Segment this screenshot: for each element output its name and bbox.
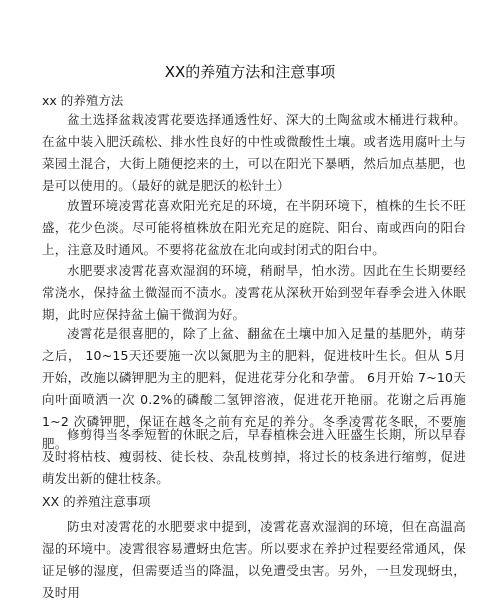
paragraph-water-fertilizer: 水肥要求凌霄花喜欢湿润的环境，稍耐旱，怕水涝。因此在生长期要经常浇水，保持盆土微湿而不渍水。凌霄花从深秋开始到翌年春季会进入休眠期，此时应保持盆土偏干微润为好。 (42, 263, 466, 322)
paragraph-soil: 盆土选择盆栽凌霄花要选择通透性好、深大的土陶盆或木桶进行栽种。在盆中装入肥沃疏松、排水性良好的中性或微酸性土壤。或者选用腐叶土与菜园土混合，大街上随便挖来的土，可以在阳光下暴晒，然后加点基肥，也是可以使用的。（最好的就是肥沃的松针土） (42, 112, 466, 193)
paragraph-pruning: 修剪得当冬季短暂的休眠之后，早春植株会进入旺盛生长期，所以早春及时将枯枝、瘦弱枝、徒长枝、杂乱枝剪掉，将过长的枝条进行缩剪，促进萌发出新的健壮枝条。 (42, 427, 466, 486)
paragraph-fertilizing: 凌霄花是很喜肥的，除了上盆、翻盆在土壤中加入足量的基肥外，萌芽之后， 10~15天还要施一次以氮肥为主的肥料，促进枝叶生长。但从 5月开始，改施以磷钾肥为主的肥料，促进花芽分化和孕蕾。 6月开始 7~10天向叶面喷洒一次 0.2%的磷酸二氢钾溶液，促进花开艳丽。花谢之后再施 1~2 次磷钾肥，保证在越冬之前有充足的养分。冬季凌霄花冬眠，不要施肥。 (42, 326, 466, 451)
paragraph-pest-control: 防虫对凌霄花的水肥要求中提到，凌霄花喜欢湿润的环境，但在高温高湿的环境中。凌霄很容易遭蚜虫危害。所以要求在养护过程要经常通风，保证足够的湿度，但需要适当的降温，以免遭受虫害。另外，一旦发现蚜虫，及时用 (42, 519, 466, 600)
section-heading-precautions: XX 的养殖注意事项 (42, 494, 151, 509)
document-title: XX的养殖方法和注意事项 (164, 63, 336, 81)
section-heading-methods: xx 的养殖方法 (42, 93, 124, 108)
paragraph-environment: 放置环境凌霄花喜欢阳光充足的环境，在半阴环境下，植株的生长不旺盛，花少色淡。尽可能将植株放在阳光充足的庭院、阳台、南或西向的阳台上，注意及时通风。不要将花盆放在北向或封闭式的阳台中。 (42, 198, 466, 257)
